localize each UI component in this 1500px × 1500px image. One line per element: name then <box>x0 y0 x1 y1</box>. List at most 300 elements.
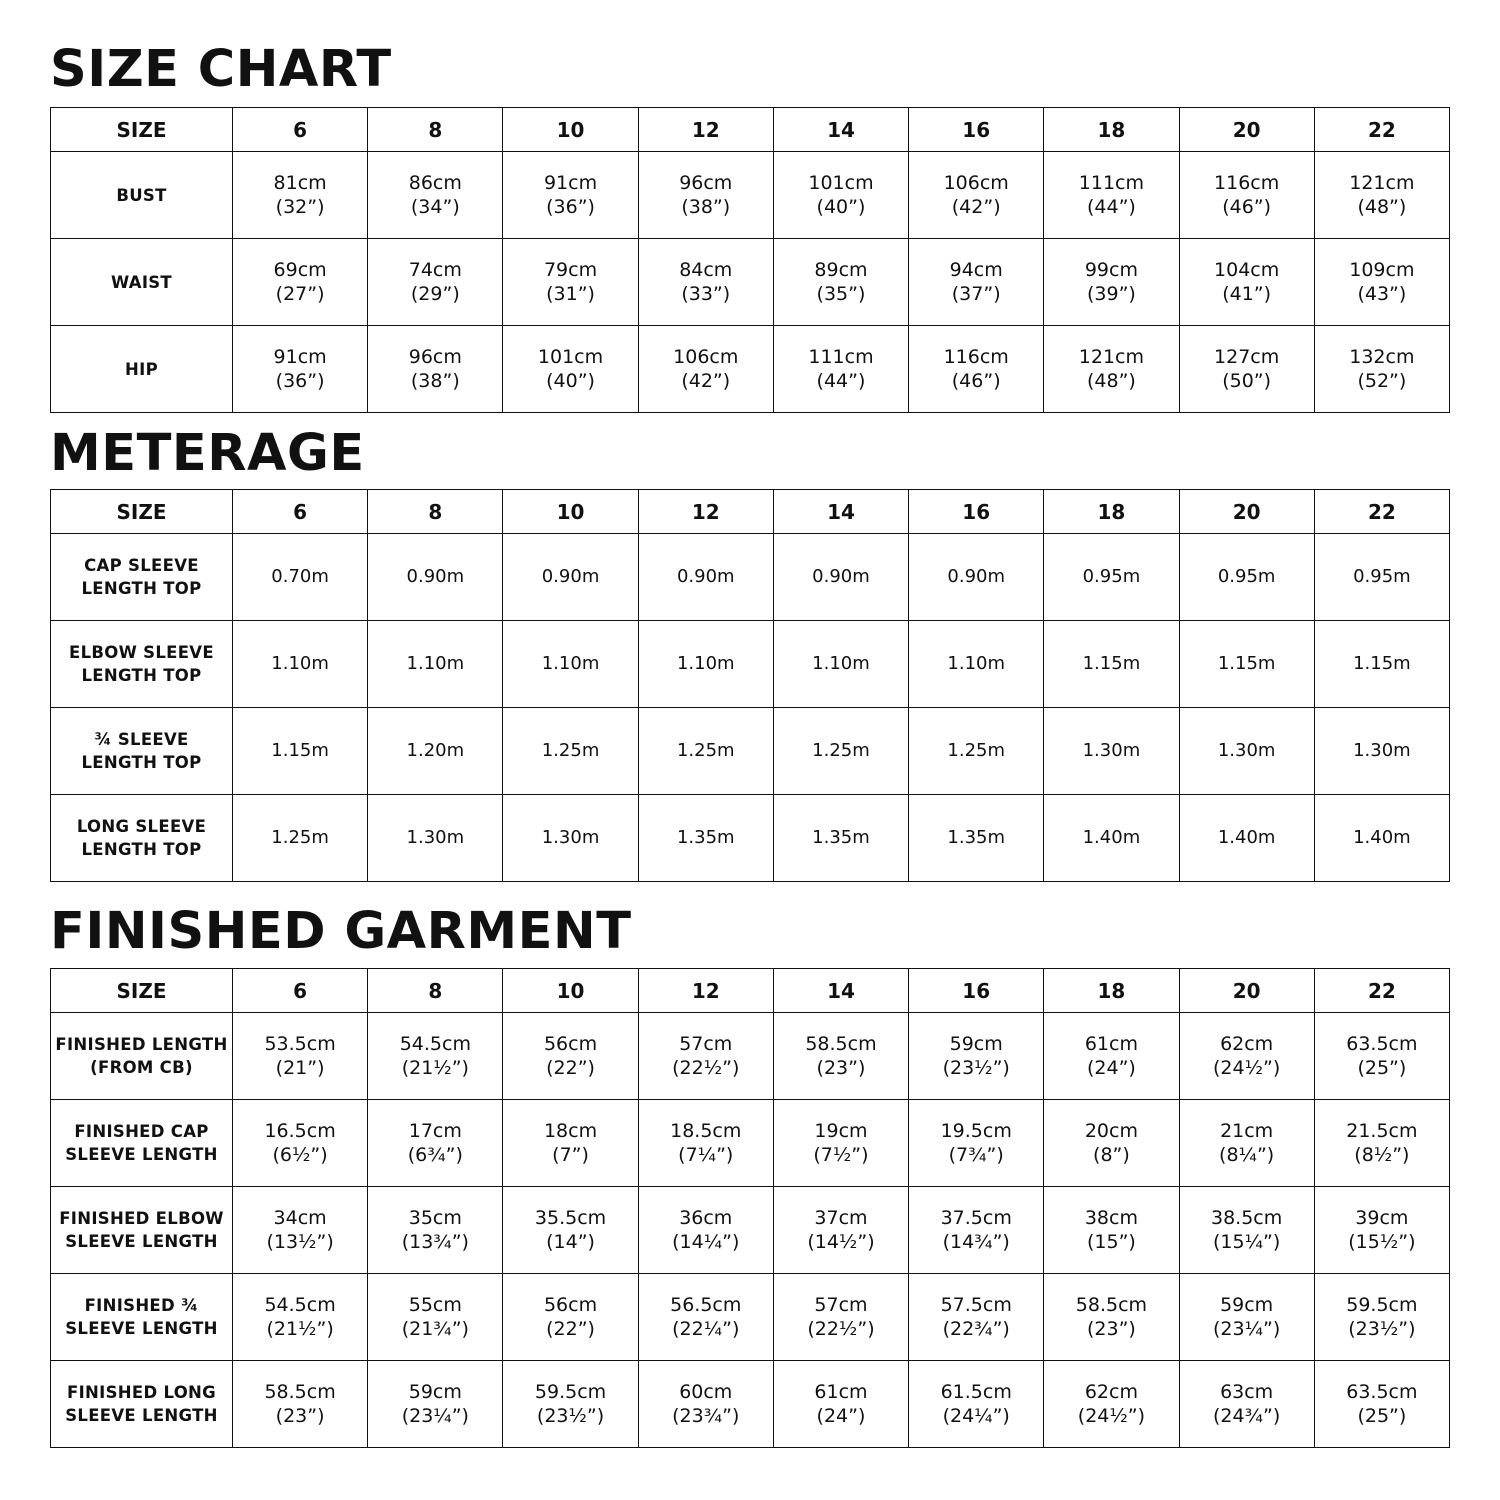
measurement-cm: 69cm <box>273 259 327 281</box>
measurement-inches: (23¼”) <box>1213 1318 1281 1340</box>
measurement-cm: 58.5cm <box>264 1381 336 1403</box>
measurement-inches: (15½”) <box>1348 1231 1416 1253</box>
measurement-cm: 35cm <box>408 1207 462 1229</box>
measurement-cell <box>368 1100 503 1187</box>
size-column-header: 22 <box>1314 490 1449 534</box>
measurement-inches: (14”) <box>546 1231 595 1253</box>
measurement-cell <box>503 1013 638 1100</box>
size-chart-table <box>50 107 1450 413</box>
meterage-cell: 1.10m <box>638 621 773 708</box>
measurement-cell <box>909 326 1044 413</box>
measurement-cm: 59cm <box>408 1381 462 1403</box>
row-label-line: LONG SLEEVE <box>76 817 207 836</box>
meterage-cell: 0.95m <box>1314 534 1449 621</box>
meterage-cell: 1.40m <box>1314 795 1449 882</box>
measurement-inches: (22”) <box>546 1318 595 1340</box>
size-column-header: 14 <box>773 490 908 534</box>
measurement-cm: 96cm <box>408 346 462 368</box>
size-chart-header-row <box>51 108 1450 152</box>
meterage-cell: 1.10m <box>368 621 503 708</box>
measurement-cell <box>233 326 368 413</box>
meterage-cell: 1.25m <box>909 708 1044 795</box>
row-label-cell <box>51 708 233 795</box>
measurement-cm: 54.5cm <box>264 1294 336 1316</box>
measurement-inches: (23”) <box>275 1405 325 1427</box>
row-label-line: SLEEVE LENGTH <box>65 1232 218 1251</box>
size-column-header: 12 <box>638 108 773 152</box>
measurement-inches: (24½”) <box>1213 1057 1281 1079</box>
size-column-header: 16 <box>909 969 1044 1013</box>
measurement-cm: 127cm <box>1214 346 1280 368</box>
finished-garment-title: FINISHED GARMENT <box>50 902 632 961</box>
measurement-inches: (42”) <box>681 370 731 392</box>
size-column-header: 14 <box>773 108 908 152</box>
measurement-inches: (14¼”) <box>672 1231 740 1253</box>
measurement-cell <box>909 1187 1044 1274</box>
measurement-cm: 111cm <box>808 346 874 368</box>
measurement-cm: 38.5cm <box>1211 1207 1283 1229</box>
measurement-cell <box>503 1100 638 1187</box>
measurement-cm: 94cm <box>949 259 1003 281</box>
measurement-cell <box>503 239 638 326</box>
measurement-inches: (21½”) <box>266 1318 334 1340</box>
measurement-cell <box>1044 1361 1179 1448</box>
size-column-header: 18 <box>1044 969 1179 1013</box>
measurement-inches: (52”) <box>1357 370 1407 392</box>
measurement-cell <box>368 152 503 239</box>
size-header-cell: SIZE <box>51 969 233 1013</box>
measurement-cell <box>233 1100 368 1187</box>
finished-garment-table <box>50 968 1450 1448</box>
measurement-cm: 61.5cm <box>940 1381 1012 1403</box>
measurement-cell <box>909 1100 1044 1187</box>
meterage-cell: 1.40m <box>1179 795 1314 882</box>
measurement-cell <box>1314 326 1449 413</box>
measurement-cm: 99cm <box>1084 259 1138 281</box>
measurement-cm: 58.5cm <box>805 1033 877 1055</box>
table-row <box>51 152 1450 239</box>
measurement-cm: 91cm <box>543 172 598 194</box>
measurement-inches: (23½”) <box>942 1057 1010 1079</box>
row-label-line: WAIST <box>110 272 172 292</box>
measurement-cm: 56cm <box>543 1033 598 1055</box>
measurement-inches: (25”) <box>1357 1405 1407 1427</box>
measurement-inches: (37”) <box>951 283 1001 305</box>
row-label-line: CAP SLEEVE <box>84 556 199 575</box>
size-column-header: 18 <box>1044 490 1179 534</box>
measurement-cell <box>233 1013 368 1100</box>
row-label-cell <box>51 326 233 413</box>
measurement-cell <box>368 326 503 413</box>
row-label-line: FINISHED LENGTH <box>55 1035 228 1054</box>
measurement-cm: 54.5cm <box>399 1033 471 1055</box>
size-column-header: 16 <box>909 108 1044 152</box>
measurement-cell <box>1179 1100 1314 1187</box>
measurement-cell <box>773 1100 908 1187</box>
measurement-cell <box>773 1361 908 1448</box>
measurement-cell <box>638 1274 773 1361</box>
measurement-inches: (22¼”) <box>672 1318 740 1340</box>
meterage-cell: 0.95m <box>1044 534 1179 621</box>
measurement-cm: 101cm <box>808 172 874 194</box>
meterage-table <box>50 489 1450 882</box>
measurement-cell <box>773 152 908 239</box>
measurement-cell <box>638 326 773 413</box>
measurement-inches: (31”) <box>546 283 595 305</box>
meterage-cell: 1.15m <box>1179 621 1314 708</box>
measurement-cell <box>1044 326 1179 413</box>
measurement-cell <box>233 152 368 239</box>
measurement-cm: 59cm <box>949 1033 1003 1055</box>
measurement-cell <box>368 1013 503 1100</box>
measurement-cm: 96cm <box>679 172 733 194</box>
measurement-inches: (24¼”) <box>942 1405 1010 1427</box>
meterage-cell: 0.70m <box>233 534 368 621</box>
row-label-line: FINISHED ¾ <box>84 1296 199 1315</box>
size-column-header: 10 <box>503 490 638 534</box>
row-label-cell <box>51 1274 233 1361</box>
meterage-cell: 1.10m <box>503 621 638 708</box>
measurement-inches: (15¼”) <box>1213 1231 1281 1253</box>
meterage-cell: 1.25m <box>773 708 908 795</box>
measurement-inches: (22¾”) <box>942 1318 1010 1340</box>
measurement-cm: 21.5cm <box>1346 1120 1418 1142</box>
row-label-line: HIP <box>125 359 158 379</box>
measurement-inches: (22”) <box>546 1057 595 1079</box>
size-chart-title: SIZE CHART <box>50 40 392 99</box>
measurement-inches: (27”) <box>275 283 325 305</box>
measurement-inches: (24½”) <box>1077 1405 1146 1427</box>
size-column-header: 18 <box>1044 108 1179 152</box>
meterage-cell: 1.30m <box>503 795 638 882</box>
measurement-cm: 79cm <box>543 259 598 281</box>
measurement-inches: (23¾”) <box>672 1405 740 1427</box>
measurement-cell <box>1044 1100 1179 1187</box>
measurement-cell <box>773 1187 908 1274</box>
measurement-inches: (44”) <box>816 370 866 392</box>
measurement-inches: (32”) <box>275 196 325 218</box>
measurement-cm: 59cm <box>1220 1294 1274 1316</box>
measurement-cm: 57cm <box>814 1294 868 1316</box>
row-label-cell <box>51 534 233 621</box>
measurement-cell <box>773 326 908 413</box>
measurement-inches: (22½”) <box>672 1057 740 1079</box>
measurement-cm: 59.5cm <box>1346 1294 1418 1316</box>
row-label-cell <box>51 1013 233 1100</box>
measurement-cm: 55cm <box>408 1294 462 1316</box>
measurement-inches: (48”) <box>1086 370 1136 392</box>
size-column-header: 6 <box>233 490 368 534</box>
measurement-inches: (24¾”) <box>1213 1405 1281 1427</box>
size-column-header: 20 <box>1179 108 1314 152</box>
measurement-cell <box>233 1187 368 1274</box>
row-label-line: FINISHED CAP <box>74 1122 209 1141</box>
measurement-inches: (14¾”) <box>942 1231 1010 1253</box>
measurement-inches: (44”) <box>1086 196 1136 218</box>
measurement-inches: (33”) <box>681 283 731 305</box>
measurement-inches: (48”) <box>1357 196 1407 218</box>
row-label-cell <box>51 239 233 326</box>
meterage-cell: 1.30m <box>1044 708 1179 795</box>
measurement-inches: (8¼”) <box>1219 1144 1275 1166</box>
table-row <box>51 239 1450 326</box>
measurement-cell <box>503 1187 638 1274</box>
measurement-inches: (23¼”) <box>401 1405 469 1427</box>
measurement-cell <box>503 326 638 413</box>
measurement-cm: 18.5cm <box>670 1120 742 1142</box>
finished-garment-header-row <box>51 969 1450 1013</box>
row-label-cell <box>51 1100 233 1187</box>
measurement-inches: (21¾”) <box>401 1318 469 1340</box>
row-label-line: FINISHED ELBOW <box>59 1209 224 1228</box>
measurement-cm: 61cm <box>814 1381 868 1403</box>
table-row <box>51 1187 1450 1274</box>
measurement-inches: (15”) <box>1086 1231 1136 1253</box>
measurement-cm: 39cm <box>1355 1207 1409 1229</box>
measurement-cm: 104cm <box>1214 259 1280 281</box>
meterage-cell: 1.35m <box>638 795 773 882</box>
measurement-cm: 18cm <box>543 1120 598 1142</box>
measurement-cell <box>638 239 773 326</box>
measurement-cell <box>368 1274 503 1361</box>
measurement-cell <box>638 1013 773 1100</box>
meterage-cell: 1.30m <box>1179 708 1314 795</box>
measurement-cm: 17cm <box>408 1120 462 1142</box>
measurement-cell <box>1314 1187 1449 1274</box>
measurement-cell <box>1314 1361 1449 1448</box>
row-label-line: ELBOW SLEEVE <box>69 643 214 662</box>
measurement-cm: 38cm <box>1084 1207 1138 1229</box>
measurement-inches: (6¾”) <box>407 1144 463 1166</box>
measurement-cm: 91cm <box>273 346 327 368</box>
measurement-cell <box>1314 152 1449 239</box>
table-row <box>51 1013 1450 1100</box>
size-column-header: 10 <box>503 108 638 152</box>
row-label-line: LENGTH TOP <box>81 840 202 859</box>
row-label-line: (FROM CB) <box>90 1058 193 1077</box>
table-row <box>51 326 1450 413</box>
measurement-inches: (7”) <box>552 1144 589 1166</box>
measurement-cm: 106cm <box>943 172 1009 194</box>
row-label-cell <box>51 152 233 239</box>
measurement-inches: (21½”) <box>401 1057 469 1079</box>
meterage-cell: 0.90m <box>909 534 1044 621</box>
table-row <box>51 708 1450 795</box>
measurement-inches: (23½”) <box>536 1405 605 1427</box>
measurement-inches: (40”) <box>816 196 866 218</box>
size-column-header: 6 <box>233 108 368 152</box>
measurement-inches: (50”) <box>1222 370 1272 392</box>
row-label-line: BUST <box>116 185 167 205</box>
measurement-inches: (25”) <box>1357 1057 1407 1079</box>
measurement-inches: (7½”) <box>813 1144 869 1166</box>
size-header-cell: SIZE <box>51 108 233 152</box>
measurement-cm: 58.5cm <box>1075 1294 1148 1316</box>
measurement-inches: (7¾”) <box>948 1144 1004 1166</box>
measurement-cell <box>368 1187 503 1274</box>
measurement-cm: 56.5cm <box>670 1294 742 1316</box>
measurement-inches: (23”) <box>1086 1318 1136 1340</box>
measurement-cm: 36cm <box>679 1207 733 1229</box>
meterage-cell: 0.90m <box>368 534 503 621</box>
measurement-cm: 37.5cm <box>940 1207 1012 1229</box>
measurement-cm: 35.5cm <box>534 1207 607 1229</box>
meterage-cell: 1.40m <box>1044 795 1179 882</box>
size-column-header: 8 <box>368 490 503 534</box>
measurement-cell <box>233 1361 368 1448</box>
size-column-header: 12 <box>638 969 773 1013</box>
measurement-cm: 84cm <box>679 259 733 281</box>
measurement-cm: 132cm <box>1349 346 1415 368</box>
measurement-cm: 74cm <box>408 259 462 281</box>
meterage-cell: 0.90m <box>503 534 638 621</box>
row-label-line: SLEEVE LENGTH <box>65 1319 218 1338</box>
meterage-cell: 0.95m <box>1179 534 1314 621</box>
measurement-cell <box>1314 1274 1449 1361</box>
measurement-cell <box>503 1361 638 1448</box>
meterage-cell: 1.10m <box>773 621 908 708</box>
measurement-inches: (29”) <box>410 283 460 305</box>
measurement-cell <box>368 1361 503 1448</box>
measurement-cm: 81cm <box>273 172 327 194</box>
measurement-cm: 116cm <box>1214 172 1280 194</box>
measurement-cm: 19.5cm <box>940 1120 1012 1142</box>
meterage-cell: 1.35m <box>909 795 1044 882</box>
measurement-inches: (23”) <box>816 1057 866 1079</box>
measurement-cm: 16.5cm <box>264 1120 336 1142</box>
measurement-inches: (46”) <box>951 370 1001 392</box>
measurement-cell <box>638 1187 773 1274</box>
measurement-cm: 121cm <box>1078 346 1145 368</box>
measurement-inches: (40”) <box>546 370 595 392</box>
row-label-cell <box>51 1361 233 1448</box>
measurement-cell <box>909 239 1044 326</box>
measurement-cm: 116cm <box>943 346 1009 368</box>
meterage-cell: 1.20m <box>368 708 503 795</box>
row-label-line: LENGTH TOP <box>81 753 202 772</box>
meterage-cell: 1.15m <box>1044 621 1179 708</box>
measurement-inches: (8”) <box>1093 1144 1130 1166</box>
measurement-cm: 63.5cm <box>1346 1033 1418 1055</box>
row-label-line: SLEEVE LENGTH <box>65 1406 218 1425</box>
measurement-cell <box>503 152 638 239</box>
measurement-inches: (38”) <box>681 196 731 218</box>
meterage-title: METERAGE <box>50 424 365 483</box>
measurement-cell <box>233 239 368 326</box>
measurement-cm: 62cm <box>1084 1381 1138 1403</box>
measurement-inches: (23½”) <box>1348 1318 1416 1340</box>
measurement-cm: 101cm <box>537 346 604 368</box>
measurement-cell <box>773 239 908 326</box>
table-row <box>51 795 1450 882</box>
measurement-cell <box>1044 152 1179 239</box>
meterage-cell: 1.25m <box>233 795 368 882</box>
measurement-cell <box>1044 1187 1179 1274</box>
size-column-header: 8 <box>368 969 503 1013</box>
meterage-header-row <box>51 490 1450 534</box>
measurement-cm: 20cm <box>1084 1120 1138 1142</box>
measurement-cell <box>773 1274 908 1361</box>
measurement-inches: (21”) <box>275 1057 325 1079</box>
measurement-cm: 57cm <box>679 1033 733 1055</box>
measurement-cell <box>638 1361 773 1448</box>
size-column-header: 12 <box>638 490 773 534</box>
measurement-inches: (14½”) <box>807 1231 875 1253</box>
measurement-inches: (36”) <box>275 370 325 392</box>
measurement-inches: (8½”) <box>1354 1144 1410 1166</box>
meterage-cell: 1.15m <box>233 708 368 795</box>
meterage-cell: 1.35m <box>773 795 908 882</box>
measurement-cell <box>909 1013 1044 1100</box>
row-label-line: LENGTH TOP <box>81 579 202 598</box>
measurement-cm: 37cm <box>814 1207 868 1229</box>
meterage-cell: 1.25m <box>638 708 773 795</box>
measurement-inches: (42”) <box>951 196 1001 218</box>
measurement-cell <box>1179 1187 1314 1274</box>
meterage-cell: 1.10m <box>909 621 1044 708</box>
size-column-header: 6 <box>233 969 368 1013</box>
measurement-cell <box>773 1013 908 1100</box>
measurement-cm: 106cm <box>673 346 739 368</box>
measurement-cell <box>909 152 1044 239</box>
measurement-cell <box>368 239 503 326</box>
measurement-cell <box>1044 1274 1179 1361</box>
meterage-cell: 1.25m <box>503 708 638 795</box>
measurement-inches: (22½”) <box>807 1318 875 1340</box>
measurement-cell <box>1179 1013 1314 1100</box>
measurement-inches: (13¾”) <box>401 1231 469 1253</box>
measurement-cell <box>1179 326 1314 413</box>
row-label-line: FINISHED LONG <box>67 1383 216 1402</box>
row-label-cell <box>51 1187 233 1274</box>
measurement-cm: 86cm <box>408 172 462 194</box>
row-label-line: LENGTH TOP <box>81 666 202 685</box>
measurement-inches: (13½”) <box>266 1231 334 1253</box>
table-row <box>51 1274 1450 1361</box>
measurement-cell <box>1179 1361 1314 1448</box>
measurement-cm: 53.5cm <box>264 1033 336 1055</box>
measurement-inches: (24”) <box>816 1405 866 1427</box>
measurement-cell <box>909 1274 1044 1361</box>
measurement-cm: 57.5cm <box>940 1294 1012 1316</box>
row-label-cell <box>51 795 233 882</box>
measurement-cell <box>1314 239 1449 326</box>
measurement-cell <box>1314 1013 1449 1100</box>
size-column-header: 10 <box>503 969 638 1013</box>
size-column-header: 20 <box>1179 490 1314 534</box>
size-column-header: 22 <box>1314 108 1449 152</box>
meterage-cell: 1.30m <box>1314 708 1449 795</box>
row-label-line: ¾ SLEEVE <box>94 730 189 749</box>
table-row <box>51 621 1450 708</box>
measurement-cell <box>1314 1100 1449 1187</box>
row-label-line: SLEEVE LENGTH <box>65 1145 218 1164</box>
measurement-cell <box>1044 239 1179 326</box>
measurement-inches: (34”) <box>410 196 460 218</box>
measurement-cell <box>503 1274 638 1361</box>
measurement-cm: 111cm <box>1078 172 1145 194</box>
meterage-cell: 0.90m <box>773 534 908 621</box>
measurement-inches: (35”) <box>816 283 866 305</box>
measurement-cm: 56cm <box>543 1294 598 1316</box>
measurement-cm: 61cm <box>1084 1033 1138 1055</box>
measurement-inches: (46”) <box>1222 196 1272 218</box>
measurement-inches: (41”) <box>1222 283 1272 305</box>
meterage-cell: 0.90m <box>638 534 773 621</box>
measurement-cm: 121cm <box>1349 172 1415 194</box>
measurement-inches: (36”) <box>546 196 595 218</box>
measurement-cell <box>233 1274 368 1361</box>
